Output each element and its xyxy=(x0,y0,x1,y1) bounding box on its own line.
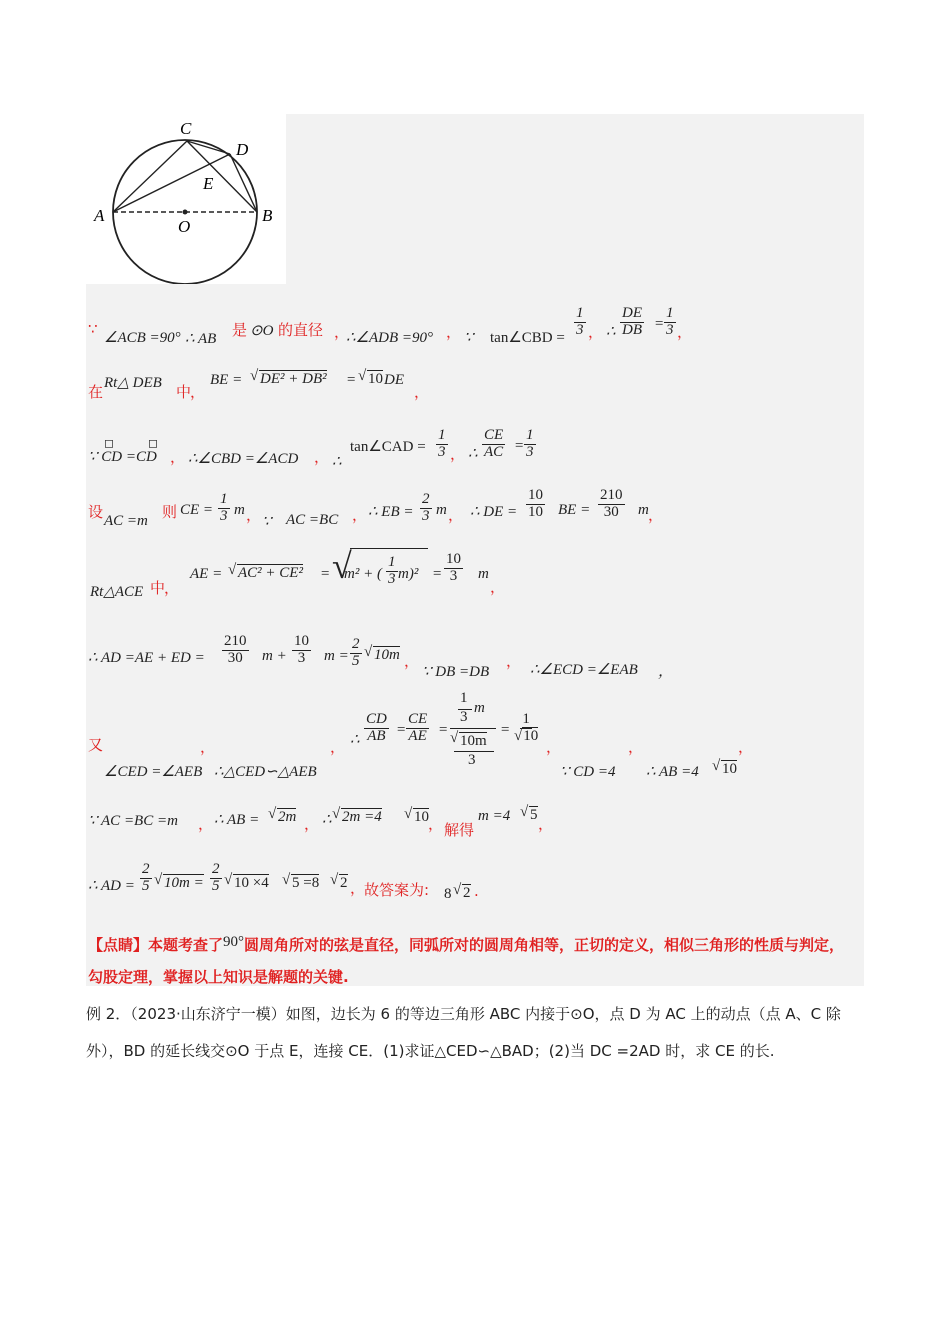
math-m: m xyxy=(234,502,245,518)
math-eight: 8 xyxy=(444,886,452,902)
equals: = xyxy=(438,722,449,738)
math-therefore: ∴ xyxy=(606,324,616,340)
frac-1-3b: $\frac{1}{3}$ xyxy=(666,305,674,338)
comma: ， xyxy=(414,383,430,401)
math-sqrt10: 10 xyxy=(722,761,737,777)
math-eb: ∴ EB = xyxy=(368,504,414,520)
comma: ， xyxy=(334,323,350,341)
equals: = xyxy=(346,372,357,388)
because-symbol: ∵ xyxy=(88,320,98,338)
math-ae: AE = xyxy=(190,566,223,582)
math-rt-deb: Rt△ DEB xyxy=(104,375,162,391)
math-be: BE = xyxy=(558,502,591,518)
math-ab: ∴ AB = xyxy=(214,812,260,828)
label-o: O xyxy=(178,217,191,236)
frac-ce-ae: $\frac{CE}{AE}$ xyxy=(408,711,428,744)
math-sqrt2m: 2m xyxy=(278,809,297,825)
period: . xyxy=(474,882,479,900)
math-sqrt10-x4: 10 ×4 xyxy=(234,875,269,891)
text-ze: 则 xyxy=(162,503,178,521)
frac-sqrt10-3: $\frac{10}{3}$ xyxy=(446,551,461,584)
label-c: C xyxy=(180,119,192,138)
math-arc-cd: ∵ CD =CD xyxy=(88,449,157,465)
comma: ， xyxy=(448,506,464,524)
comma: ， xyxy=(404,652,420,670)
frac-sqrt10-3: $\frac{10}{3}$ xyxy=(294,633,309,666)
math-sqrt-ac-ce: AC² + CE² xyxy=(238,565,303,581)
math-tan-cad: tan∠CAD = xyxy=(350,439,426,455)
comma: ， xyxy=(738,738,754,756)
math-m: m xyxy=(436,502,447,518)
math-sqrt10: 10 xyxy=(414,809,429,825)
math-ad: ∴ AD = xyxy=(88,878,135,894)
comma: ， xyxy=(170,448,186,466)
frac-2-5: $\frac{2}{5}$ xyxy=(142,861,150,894)
sqrt-sign: √ xyxy=(332,806,341,822)
key-point-note xyxy=(88,926,858,993)
sqrt-sign: √ xyxy=(250,368,259,384)
math-m-eq: m =4 xyxy=(478,808,511,824)
frac-2sqrt10-30: $\frac{210}{30}$ xyxy=(600,487,623,520)
comma: ， xyxy=(164,579,180,597)
comma: ， xyxy=(546,738,562,756)
frac-1-3b: $\frac{1}{3}$ xyxy=(526,427,534,460)
math-tan-cbd: tan∠CBD = xyxy=(490,330,565,346)
comma: ， xyxy=(490,578,506,596)
sqrt-sign: √ xyxy=(330,872,339,888)
math-ac-bc: AC =BC xyxy=(286,512,339,528)
math-de: DE xyxy=(384,372,404,388)
frac-ce-ac: $\frac{CE}{AC}$ xyxy=(484,427,504,460)
frac-2-5: $\frac{2}{5}$ xyxy=(352,636,360,669)
equals: = xyxy=(500,722,511,738)
label-d: D xyxy=(236,140,249,159)
math-ac-bc-m: ∵ AC =BC =m xyxy=(88,813,178,829)
frac-1-3: $\frac{1}{3}$ xyxy=(220,491,228,524)
math-m2-plus: m² + ( xyxy=(344,566,382,582)
label-b: B xyxy=(262,206,273,225)
comma: ， xyxy=(450,445,466,463)
frac-1-3: $\frac{1}{3}$ xyxy=(438,427,446,460)
math-sqrt2: 2 xyxy=(463,885,471,901)
math-sqrt2: 2 xyxy=(340,875,348,891)
comma: ， xyxy=(246,506,262,524)
math-ab-4: ∴ AB =4 xyxy=(646,764,699,780)
math-therefore: ∴ xyxy=(332,454,342,470)
math-sqrt5: 5 xyxy=(530,807,538,823)
comma: ， xyxy=(198,815,214,833)
sqrt-sign: √ xyxy=(364,644,373,660)
math-rt-ace: Rt△ACE xyxy=(90,584,144,600)
math-sqrt10m: 10m xyxy=(374,647,400,663)
center-point xyxy=(183,210,188,215)
note-prefix: 【点睛】本题考查了 xyxy=(88,936,224,954)
math-adb: ∴∠ADB =90° xyxy=(346,330,434,346)
equals: = xyxy=(514,438,525,454)
math-circle-o: ⊙O xyxy=(250,323,274,339)
sqrt-sign-large: √ xyxy=(332,546,352,586)
math-sqrt-de-db: DE² + DB² xyxy=(260,371,327,387)
example-2-problem xyxy=(86,996,866,1070)
frac-1-3: $\frac{1}{3}$ xyxy=(576,305,584,338)
frac-2-3: $\frac{2}{3}$ xyxy=(422,491,430,524)
comma: ， xyxy=(330,738,346,756)
comma: ， xyxy=(538,815,554,833)
sqrt-sign: √ xyxy=(228,562,237,578)
sqrt-sign: √ xyxy=(268,806,277,822)
label-e: E xyxy=(203,174,214,193)
frac-sqrt10-10: $\frac{10}{10}$ xyxy=(528,487,543,520)
sqrt-sign: √ xyxy=(404,806,413,822)
math-because: ∵ xyxy=(262,514,272,530)
math-sqrt5-eq8: 5 =8 xyxy=(292,875,320,891)
comma: ， xyxy=(506,652,522,670)
frac-2-5b: $\frac{2}{5}$ xyxy=(212,861,220,894)
comma: ， xyxy=(352,506,368,524)
frac-1-sqrt10: $\frac{1}{√10}$ xyxy=(514,711,539,744)
equals: = xyxy=(396,722,407,738)
note-body: 圆周角所对的弦是直径，同弧所对的圆周角相等，正切的定义，相似三角形的性质与判定，勾股定理，掌握以上知识是解题的关键. xyxy=(88,936,845,986)
comma: ， xyxy=(658,664,674,680)
equals: = xyxy=(654,316,665,332)
comma: ， xyxy=(350,879,366,897)
circle-diagram xyxy=(86,114,286,284)
arc-mark: ◻ xyxy=(148,436,158,450)
arc-mark: ◻ xyxy=(104,436,114,450)
math-ce: CE = xyxy=(180,502,214,518)
math-ac-m: AC =m xyxy=(104,513,148,529)
math-m-plus: m + xyxy=(262,648,287,664)
comma: ， xyxy=(648,506,664,524)
comma: ， xyxy=(200,738,216,756)
chord-db xyxy=(230,154,257,212)
math-2m-eq: 2m =4 xyxy=(342,809,382,825)
text-zhong: 中 xyxy=(150,579,166,597)
math-sqrt10: 10 xyxy=(368,371,383,387)
math-ecd-eab: ∴∠ECD =∠EAB xyxy=(530,662,638,678)
text-you: 又 xyxy=(88,736,104,754)
sqrt-sign: √ xyxy=(224,872,233,888)
comma: ， xyxy=(304,815,320,833)
math-cd-4: ∵ CD =4 xyxy=(560,764,616,780)
sqrt-sign: √ xyxy=(453,882,462,898)
chord-ac xyxy=(113,141,187,212)
math-m-sq: m)² xyxy=(398,566,419,582)
equals: = xyxy=(432,566,443,582)
sqrt-sign: √ xyxy=(520,804,529,820)
comma: ， xyxy=(628,738,644,756)
text-jiede: 解得 xyxy=(444,821,475,839)
math-similar: ∴△CED∽△AEB xyxy=(214,764,317,780)
comma: ， xyxy=(428,815,444,833)
frac-2sqrt10-30: $\frac{210}{30}$ xyxy=(224,633,247,666)
math-arc-db: ∵ DB =DB xyxy=(422,664,490,680)
text-shi: 是 xyxy=(232,321,248,339)
math-angle-eq: ∴∠CBD =∠ACD xyxy=(188,451,299,467)
math-therefore: ∴ xyxy=(468,446,478,462)
math-therefore: ∴ xyxy=(322,812,332,828)
comma: ， xyxy=(190,383,206,401)
text-zhong: 中 xyxy=(176,383,192,401)
math-because: ∵ xyxy=(464,330,474,346)
math-m: m xyxy=(478,566,489,582)
comma: ， xyxy=(677,323,693,341)
math-acb: ∠ACB =90° xyxy=(104,330,181,346)
math-90deg: 90° xyxy=(223,934,245,950)
equals: = xyxy=(320,566,331,582)
text-diameter: 的直径 xyxy=(278,321,324,339)
comma: ， xyxy=(446,323,462,341)
math-de: ∴ DE = xyxy=(470,504,518,520)
sqrt-sign: √ xyxy=(282,872,291,888)
sqrt-sign: √ xyxy=(712,758,721,774)
geometry-figure xyxy=(86,114,286,284)
frac-1-3: $\frac{1}{3}$ xyxy=(388,554,396,587)
frac-de-db: $\frac{DE}{DB}$ xyxy=(622,305,642,338)
math-m-eq: m = xyxy=(324,648,349,664)
math-ced-aeb: ∠CED =∠AEB xyxy=(104,764,203,780)
sqrt-sign: √ xyxy=(358,368,367,384)
example-2-text: 例 2．（2023·山东济宁一模）如图，边长为 6 的等边三角形 ABC 内接于⊙O，点 D 为 AC 上的动点（点 A、C 除外），BD 的延长线交⊙O 于点 E，连接 CE．(1)求证△CED∽△BAD；(2)当 DC =2AD 时，求 CE 的长. xyxy=(86,1005,841,1060)
math-ad-sum: ∴ AD =AE + ED = xyxy=(88,650,205,666)
math-therefore: ∴ xyxy=(350,732,360,748)
math-m: m xyxy=(638,502,649,518)
math-ab: ∴ AB xyxy=(185,331,217,347)
sqrt-bar xyxy=(350,548,428,549)
label-a: A xyxy=(94,206,105,225)
text-answer: 故答案为: xyxy=(364,881,430,899)
comma: ， xyxy=(314,448,330,466)
math-sqrt10m: 10m = xyxy=(164,875,204,891)
text-she: 设 xyxy=(88,503,104,521)
sqrt-sign: √ xyxy=(154,872,163,888)
math-be: BE = xyxy=(210,372,243,388)
frac-cd-ab: $\frac{CD}{AB}$ xyxy=(366,711,387,744)
comma: ， xyxy=(588,323,604,341)
text-zai: 在 xyxy=(88,383,104,401)
